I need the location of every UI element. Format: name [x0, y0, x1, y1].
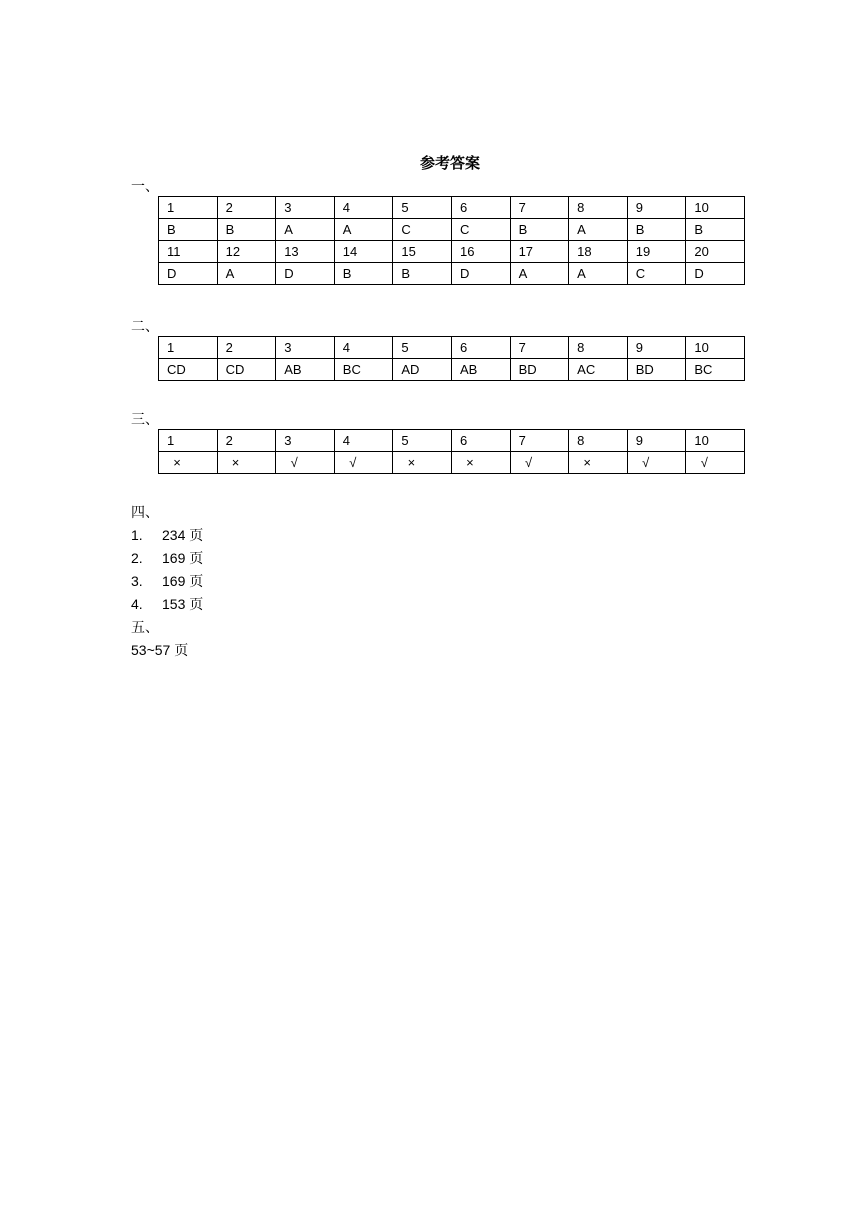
table-cell: 10: [686, 430, 745, 452]
section-five-answer: 53~57 页: [131, 642, 189, 658]
section-two-label: 二、: [131, 319, 159, 335]
table-cell: CD: [217, 359, 276, 381]
table-cell: ×: [569, 452, 628, 474]
section-five-label: 五、: [131, 620, 159, 636]
table-cell: ×: [217, 452, 276, 474]
table-cell: 6: [451, 337, 510, 359]
table-cell: D: [686, 263, 745, 285]
list-item: 1. 234 页: [131, 527, 204, 543]
table-cell: A: [510, 263, 569, 285]
section-three-label: 三、: [131, 412, 159, 428]
table-row: [159, 337, 745, 359]
table-cell: AD: [393, 359, 452, 381]
table-cell: B: [686, 219, 745, 241]
list-item: 3. 169 页: [131, 573, 204, 589]
table-cell: 5: [393, 337, 452, 359]
table-cell: 6: [451, 197, 510, 219]
section-three-table: [158, 429, 745, 474]
table-row: [159, 263, 745, 285]
table-cell: √: [334, 452, 393, 474]
table-cell: 10: [686, 197, 745, 219]
table-cell: ×: [451, 452, 510, 474]
table-cell: 10: [686, 337, 745, 359]
table-cell: 5: [393, 430, 452, 452]
table-cell: 20: [686, 241, 745, 263]
table-cell: 16: [451, 241, 510, 263]
table-cell: B: [510, 219, 569, 241]
table-cell: 3: [276, 430, 335, 452]
table-cell: AC: [569, 359, 628, 381]
table-cell: √: [686, 452, 745, 474]
table-cell: 4: [334, 197, 393, 219]
table-cell: √: [276, 452, 335, 474]
list-item: 4. 153 页: [131, 596, 204, 612]
table-cell: A: [569, 263, 628, 285]
table-cell: 13: [276, 241, 335, 263]
table-row: [159, 241, 745, 263]
table-cell: D: [451, 263, 510, 285]
table-cell: BD: [627, 359, 686, 381]
list-item: 2. 169 页: [131, 550, 204, 566]
table-row: [159, 452, 745, 474]
table-cell: BC: [686, 359, 745, 381]
table-cell: 1: [159, 197, 218, 219]
table-cell: 5: [393, 197, 452, 219]
table-cell: 11: [159, 241, 218, 263]
table-cell: 7: [510, 337, 569, 359]
table-cell: D: [276, 263, 335, 285]
table-cell: 4: [334, 430, 393, 452]
table-cell: B: [393, 263, 452, 285]
section-one-label: 一、: [131, 179, 159, 195]
table-cell: 1: [159, 430, 218, 452]
section-two-table: [158, 336, 745, 381]
table-cell: A: [569, 219, 628, 241]
table-cell: 9: [627, 337, 686, 359]
table-cell: 4: [334, 337, 393, 359]
table-cell: 2: [217, 197, 276, 219]
table-row: [159, 359, 745, 381]
table-cell: 8: [569, 197, 628, 219]
section-one-table: [158, 196, 745, 285]
table-row: [159, 219, 745, 241]
page-title: 参考答案: [419, 155, 480, 172]
table-cell: √: [510, 452, 569, 474]
table-cell: 14: [334, 241, 393, 263]
table-cell: 9: [627, 197, 686, 219]
table-cell: 15: [393, 241, 452, 263]
table-cell: AB: [276, 359, 335, 381]
table-cell: 7: [510, 430, 569, 452]
table-cell: A: [276, 219, 335, 241]
table-cell: AB: [451, 359, 510, 381]
table-cell: 1: [159, 337, 218, 359]
table-cell: 3: [276, 197, 335, 219]
table-cell: B: [217, 219, 276, 241]
table-cell: 17: [510, 241, 569, 263]
table-cell: BD: [510, 359, 569, 381]
table-cell: CD: [159, 359, 218, 381]
table-cell: B: [627, 219, 686, 241]
table-cell: 19: [627, 241, 686, 263]
table-cell: 6: [451, 430, 510, 452]
table-cell: C: [393, 219, 452, 241]
table-cell: √: [627, 452, 686, 474]
table-cell: 8: [569, 337, 628, 359]
table-cell: 2: [217, 337, 276, 359]
table-cell: B: [159, 219, 218, 241]
table-cell: C: [627, 263, 686, 285]
table-row: [159, 430, 745, 452]
table-cell: B: [334, 263, 393, 285]
table-cell: 3: [276, 337, 335, 359]
table-cell: 12: [217, 241, 276, 263]
table-cell: D: [159, 263, 218, 285]
table-cell: ×: [393, 452, 452, 474]
table-cell: ×: [159, 452, 218, 474]
table-cell: 7: [510, 197, 569, 219]
table-row: [159, 197, 745, 219]
table-cell: 9: [627, 430, 686, 452]
table-cell: C: [451, 219, 510, 241]
table-cell: 18: [569, 241, 628, 263]
section-four-label: 四、: [131, 505, 159, 521]
table-cell: A: [217, 263, 276, 285]
table-cell: A: [334, 219, 393, 241]
table-cell: BC: [334, 359, 393, 381]
table-cell: 8: [569, 430, 628, 452]
table-cell: 2: [217, 430, 276, 452]
